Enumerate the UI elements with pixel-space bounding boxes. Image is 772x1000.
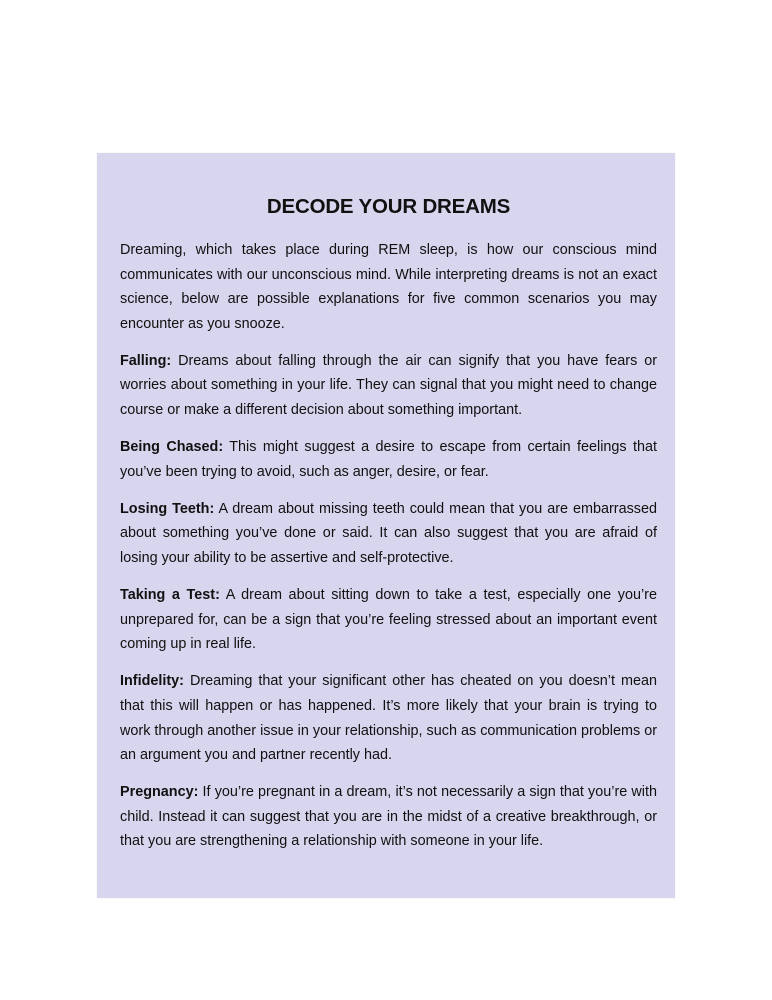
section-text: This might suggest a desire to escape from certain feelings that you’ve been trying to avoid, such as anger, desire, or fear. bbox=[120, 439, 657, 480]
section-heading: Being Chased: bbox=[120, 439, 224, 456]
section-text: Dreaming that your significant other has cheated on you doesn’t mean that this will happen or has happened. It’s more likely that your brain is trying to work through another issue in your relationship, such as communication problems or an argument you and partner recently had. bbox=[120, 673, 657, 764]
section-pregnancy bbox=[120, 780, 657, 854]
section-being-chased bbox=[120, 435, 657, 484]
section-heading: Infidelity: bbox=[120, 673, 184, 690]
section-text: Dreams about falling through the air can signify that you have fears or worries about something in your life. They can signal that you might need to change course or make a different decision about something important. bbox=[120, 352, 658, 419]
section-text: A dream about sitting down to take a test, especially one you’re unprepared for, can be a sign that you’re feeling stressed about an important event coming up in real life. bbox=[120, 587, 657, 653]
section-falling bbox=[120, 349, 657, 423]
section-heading: Pregnancy: bbox=[120, 784, 199, 801]
article-card bbox=[97, 153, 675, 898]
intro-paragraph: Dreaming, which takes place during REM sleep, is how our conscious mind communicates with our unconscious mind. While interpreting dreams is not an exact science, below are possible explanations for five common scenarios you may encounter as you snooze. bbox=[120, 242, 657, 332]
section-heading: Taking a Test: bbox=[120, 587, 220, 604]
section-losing-teeth bbox=[120, 497, 657, 571]
section-heading: Losing Teeth: bbox=[120, 500, 215, 517]
section-text: If you’re pregnant in a dream, it’s not necessarily a sign that you’re with child. Instead it can suggest that you are in the midst of a creative breakthrough, or that you are strengthening a relationship with someone in your life. bbox=[120, 784, 657, 850]
article-title: DECODE YOUR DREAMS bbox=[266, 195, 511, 218]
section-text: A dream about missing teeth could mean that you are embarrassed about something you’ve done or said. It can also suggest that you are afraid of losing your ability to be assertive and self-protective. bbox=[120, 500, 657, 567]
section-heading: Falling: bbox=[120, 352, 172, 369]
section-infidelity bbox=[120, 669, 657, 767]
section-taking-a-test bbox=[120, 583, 657, 657]
